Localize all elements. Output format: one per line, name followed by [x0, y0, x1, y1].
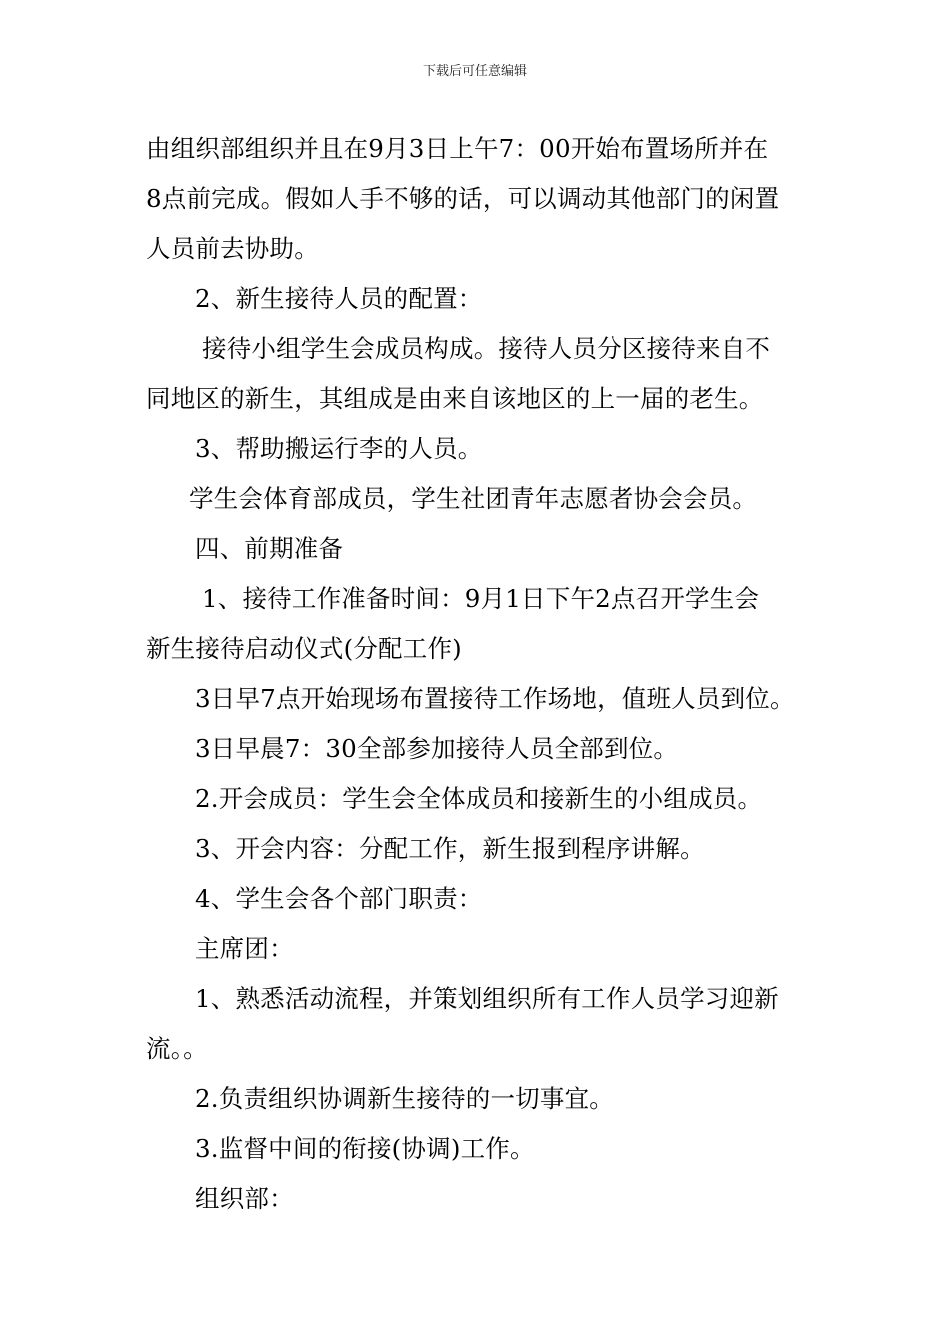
section-heading: 主席团： — [195, 934, 294, 963]
paragraph-line: 3.监督中间的衔接(协调)工作。 — [195, 1134, 535, 1163]
section-heading: 四、前期准备 — [195, 534, 344, 563]
paragraph-line: 3、开会内容：分配工作，新生报到程序讲解。 — [195, 834, 705, 863]
section-heading: 组织部： — [195, 1184, 294, 1213]
section-heading: 2、新生接待人员的配置： — [195, 284, 483, 313]
section-heading: 3、帮助搬运行李的人员。 — [195, 434, 483, 463]
paragraph-line: 3日早7点开始现场布置接待工作场地，值班人员到位。 — [195, 684, 795, 713]
paragraph-line: 新生接待启动仪式(分配工作) — [146, 634, 462, 663]
page-header: 下载后可任意编辑 — [422, 64, 527, 79]
paragraph-line: 接待小组学生会成员构成。接待人员分区接待来自不 — [202, 334, 771, 363]
paragraph-line: 由组织部组织并且在9月3日上午7：00开始布置场所并在 — [146, 134, 769, 163]
paragraph-line: 同地区的新生，其组成是由来自该地区的上一届的老生。 — [146, 384, 764, 413]
document-body — [146, 124, 826, 1224]
paragraph-line: 1、熟悉活动流程，并策划组织所有工作人员学习迎新 — [195, 984, 779, 1013]
paragraph-line: 学生会体育部成员，学生社团青年志愿者协会会员。 — [189, 484, 758, 513]
paragraph-line: 2.负责组织协调新生接待的一切事宜。 — [195, 1084, 614, 1113]
section-heading: 4、学生会各个部门职责： — [195, 884, 483, 913]
paragraph-line: 2.开会成员：学生会全体成员和接新生的小组成员。 — [195, 784, 763, 813]
paragraph-line: 3日早晨7：30全部参加接待人员全部到位。 — [195, 734, 679, 763]
paragraph-line: 人员前去协助。 — [146, 234, 319, 263]
paragraph-line: 1、接待工作准备时间：9月1日下午2点召开学生会 — [202, 584, 760, 613]
paragraph-line: 流。。 — [146, 1034, 208, 1063]
paragraph-line: 8点前完成。假如人手不够的话，可以调动其他部门的闲置 — [146, 184, 780, 213]
